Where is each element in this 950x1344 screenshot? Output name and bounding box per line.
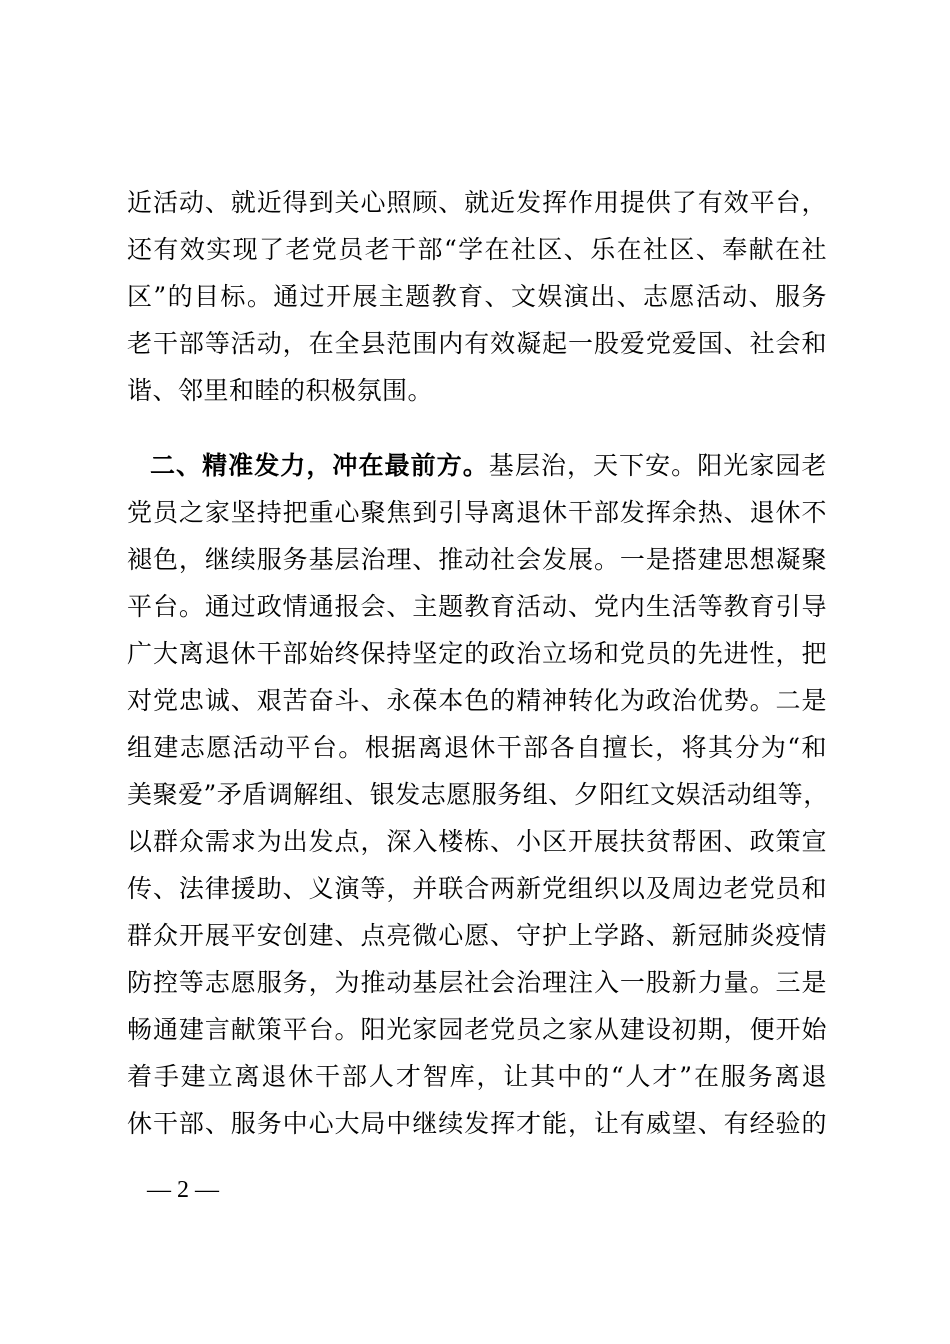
- section-heading-line: [150, 448, 827, 484]
- paragraph-line: 防控等志愿服务，为推动基层社会治理注入一股新力量。三是: [127, 968, 827, 997]
- paragraph-line: 区”的目标。通过开展主题教育、文娱演出、志愿活动、服务: [127, 282, 827, 311]
- paragraph-line: 党员之家坚持把重心聚焦到引导离退休干部发挥余热、退休不: [127, 498, 827, 527]
- paragraph-line: 美聚爱”矛盾调解组、银发志愿服务组、夕阳红文娱活动组等，: [127, 780, 829, 809]
- paragraph-line: 对党忠诚、艰苦奋斗、永葆本色的精神转化为政治优势。二是: [127, 686, 827, 715]
- paragraph-line: 还有效实现了老党员老干部“学在社区、乐在社区、奉献在社: [127, 235, 827, 264]
- paragraph-line: 广大离退休干部始终保持坚定的政治立场和党员的先进性，把: [127, 639, 827, 668]
- paragraph-line: 平台。通过政情通报会、主题教育活动、党内生活等教育引导: [127, 592, 827, 621]
- paragraph-line: 组建志愿活动平台。根据离退休干部各自擅长，将其分为“和: [127, 733, 827, 762]
- heading-line-text: 基层治，天下安。阳光家园老: [488, 451, 827, 480]
- paragraph-line: 老干部等活动，在全县范围内有效凝起一股爱党爱国、社会和: [127, 329, 827, 358]
- paragraph-line: 近活动、就近得到关心照顾、就近发挥作用提供了有效平台，: [127, 188, 827, 217]
- paragraph-line: 传、法律援助、义演等，并联合两新党组织以及周边老党员和: [127, 874, 827, 903]
- paragraph-line: 休干部、服务中心大局中继续发挥才能，让有威望、有经验的: [127, 1109, 827, 1138]
- paragraph-line: 褪色，继续服务基层治理、推动社会发展。一是搭建思想凝聚: [127, 545, 827, 574]
- page-number: — 2 —: [147, 1177, 219, 1203]
- paragraph-line: 谐、邻里和睦的积极氛围。: [127, 376, 434, 405]
- paragraph-line: 以群众需求为出发点，深入楼栋、小区开展扶贫帮困、政策宣: [127, 827, 827, 856]
- paragraph-line: 畅通建言献策平台。阳光家园老党员之家从建设初期，便开始: [127, 1015, 827, 1044]
- section-heading: 二、精准发力，冲在最前方。: [150, 451, 489, 480]
- paragraph-line: 着手建立离退休干部人才智库，让其中的“人才”在服务离退: [127, 1062, 827, 1091]
- paragraph-line: 群众开展平安创建、点亮微心愿、守护上学路、新冠肺炎疫情: [127, 921, 827, 950]
